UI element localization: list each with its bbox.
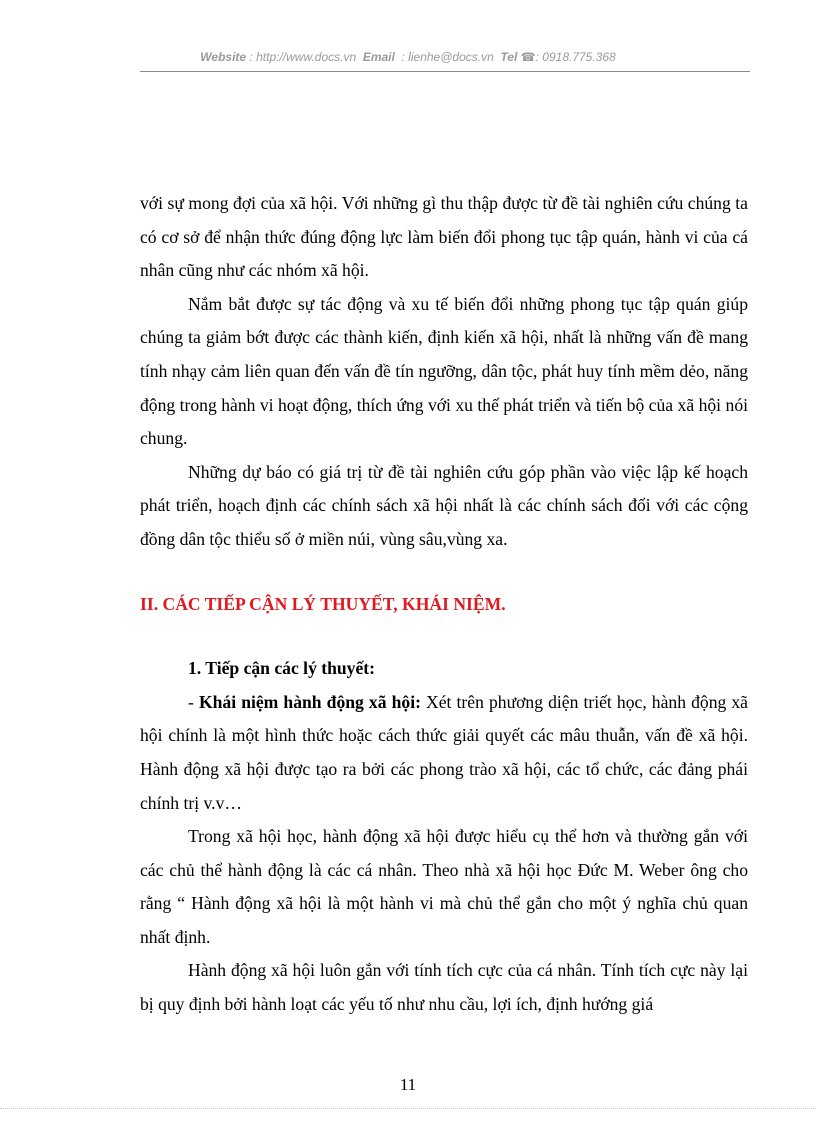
sub-heading: 1. Tiếp cận các lý thuyết: — [188, 658, 376, 679]
tel-value: : 0918.775.368 — [535, 50, 616, 64]
paragraph-3: Những dự báo có giá trị từ đề tài nghiên cứu góp phần vào việc lập kế hoạch phát triển, hoạch định các chính sách xã hội nhất là các chính sách đối với các cộng đồng dân tộc thiểu số ở miền núi, vùng sâu,vùng xa. — [140, 461, 748, 549]
page-number: 11 — [399, 1075, 417, 1094]
paragraph-4 — [140, 686, 748, 820]
phone-icon: ☎ — [520, 50, 536, 64]
paragraph-1: với sự mong đợi của xã hội. Với những gì thu thập được từ đề tài nghiên cứu chúng ta có cơ sở để nhận thức đúng động lực làm biến đổi phong tục tập quán, hành vi của cá nhân cũng như các nhóm xã hội. — [140, 193, 748, 281]
header-divider — [140, 71, 750, 72]
page-header — [0, 50, 816, 64]
paragraph-4-text: Xét trên phương diện triết học, hành động xã hội chính là một hình thức hoặc cách thức giải quyết các mâu thuẫn, vấn đề xã hội. Hành động xã hội được tạo ra bởi các phong trào xã hội, các tổ chức, các đảng phái chính trị v.v… — [140, 691, 748, 813]
paragraph-5: Trong xã hội học, hành động xã hội được hiểu cụ thể hơn và thường gắn với các chủ thể hành động là các cá nhân. Theo nhà xã hội học Đức M. Weber ông cho rằng “ Hành động xã hội là một hành vi mà chủ thể gắn cho một ý nghĩa chủ quan nhất định. — [140, 826, 748, 947]
email-value: : lienhe@docs.vn — [401, 50, 494, 64]
email-label: Email — [362, 50, 395, 64]
paragraph-4-prefix: - — [188, 691, 199, 712]
paragraph-6: Hành động xã hội luôn gắn với tính tích cực của cá nhân. Tính tích cực này lại bị quy định bởi hành loạt các yếu tố như nhu cầu, lợi ích, định hướng giá — [140, 960, 748, 1015]
document-body — [140, 187, 748, 1022]
tel-label: Tel — [500, 50, 518, 64]
paragraph-2: Nắm bắt được sự tác động và xu tế biến đổi những phong tục tập quán giúp chúng ta giảm bớt được các thành kiến, định kiến xã hội, nhất là những vấn đề mang tính nhạy cảm liên quan đến vấn đề tín ngưỡng, dân tộc, phát huy tính mềm dẻo, năng động trong hành vi hoạt động, thích ứng với xu thế phát triển và tiến bộ của xã hội nói chung. — [140, 293, 748, 449]
website-label: Website — [200, 50, 247, 64]
term-social-action: Khái niệm hành động xã hội: — [198, 691, 421, 712]
section-heading: II. CÁC TIẾP CẬN LÝ THUYẾT, KHÁI NIỆM. — [140, 593, 506, 614]
website-value: : http://www.docs.vn — [249, 50, 357, 64]
footer-divider — [0, 1108, 816, 1109]
